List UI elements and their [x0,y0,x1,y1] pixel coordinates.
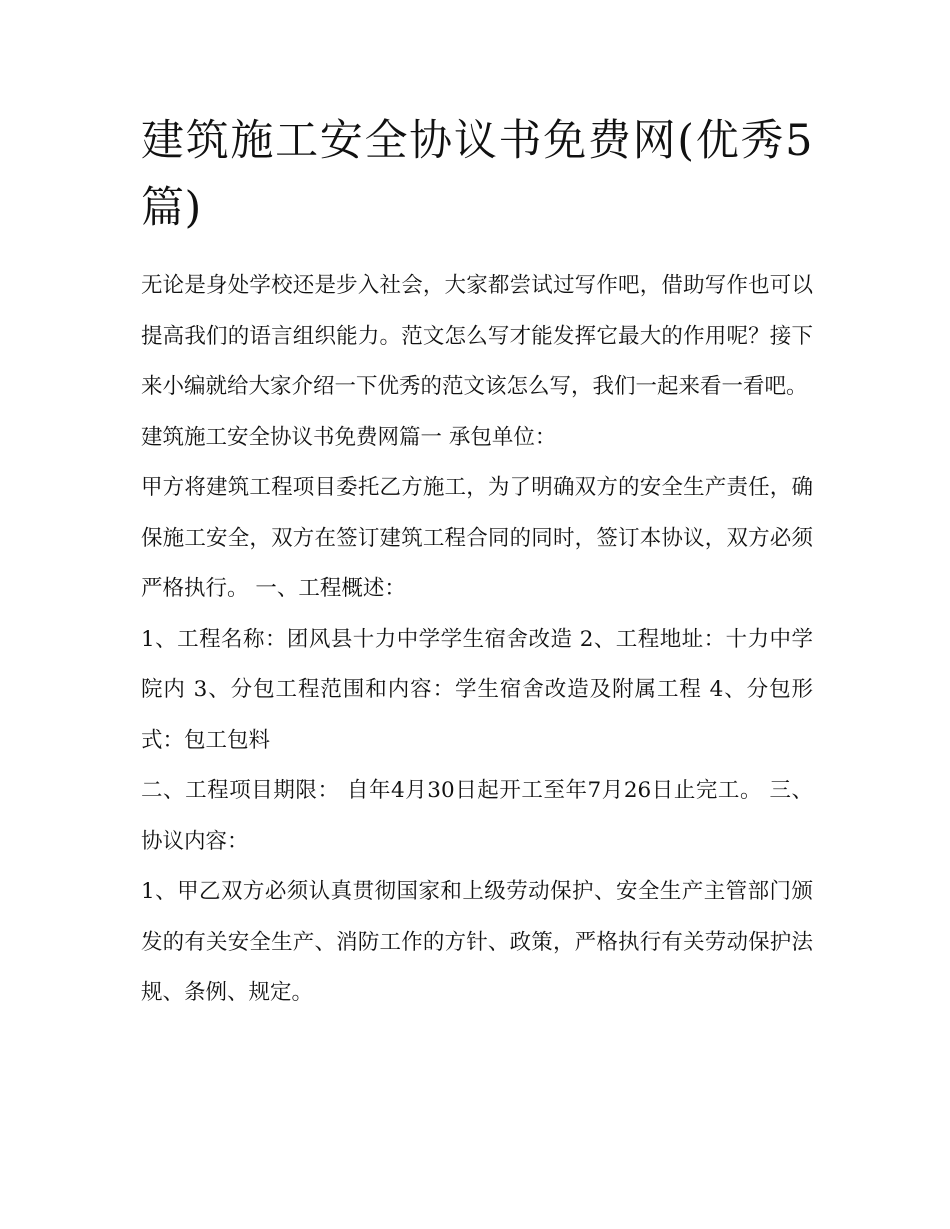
project-overview-paragraph: 1、工程名称：团风县十力中学学生宿舍改造 2、工程地址：十力中学院内 3、分包工程范围和内容：学生宿舍改造及附属工程 4、分包形式：包工包料 [141,626,813,753]
agreement-content-paragraph: 1、甲乙双方必须认真贯彻国家和上级劳动保护、安全生产主管部门颁发的有关安全生产、消防工作的方针、政策，严格执行有关劳动保护法规、条例、规定。 [141,879,813,1005]
document-content [141,108,813,1019]
document-body [141,261,813,1019]
agreement-paragraph: 甲方将建筑工程项目委托乙方施工，为了明确双方的安全生产责任，确保施工安全，双方在签订建筑工程合同的同时，签订本协议，双方必须严格执行。 一、工程概述： [141,475,813,601]
document-title: 建筑施工安全协议书免费网(优秀5篇) [141,116,813,233]
project-term-paragraph: 二、工程项目期限： 自年4月30日起开工至年7月26日止完工。 三、协议内容： [141,778,813,854]
section-heading-paragraph: 建筑施工安全协议书免费网篇一 承包单位： [141,424,557,450]
intro-paragraph: 无论是身处学校还是步入社会，大家都尝试过写作吧，借助写作也可以提高我们的语言组织能力。范文怎么写才能发挥它最大的作用呢？接下来小编就给大家介绍一下优秀的范文该怎么写，我们一起来看一看吧。 [141,273,813,399]
